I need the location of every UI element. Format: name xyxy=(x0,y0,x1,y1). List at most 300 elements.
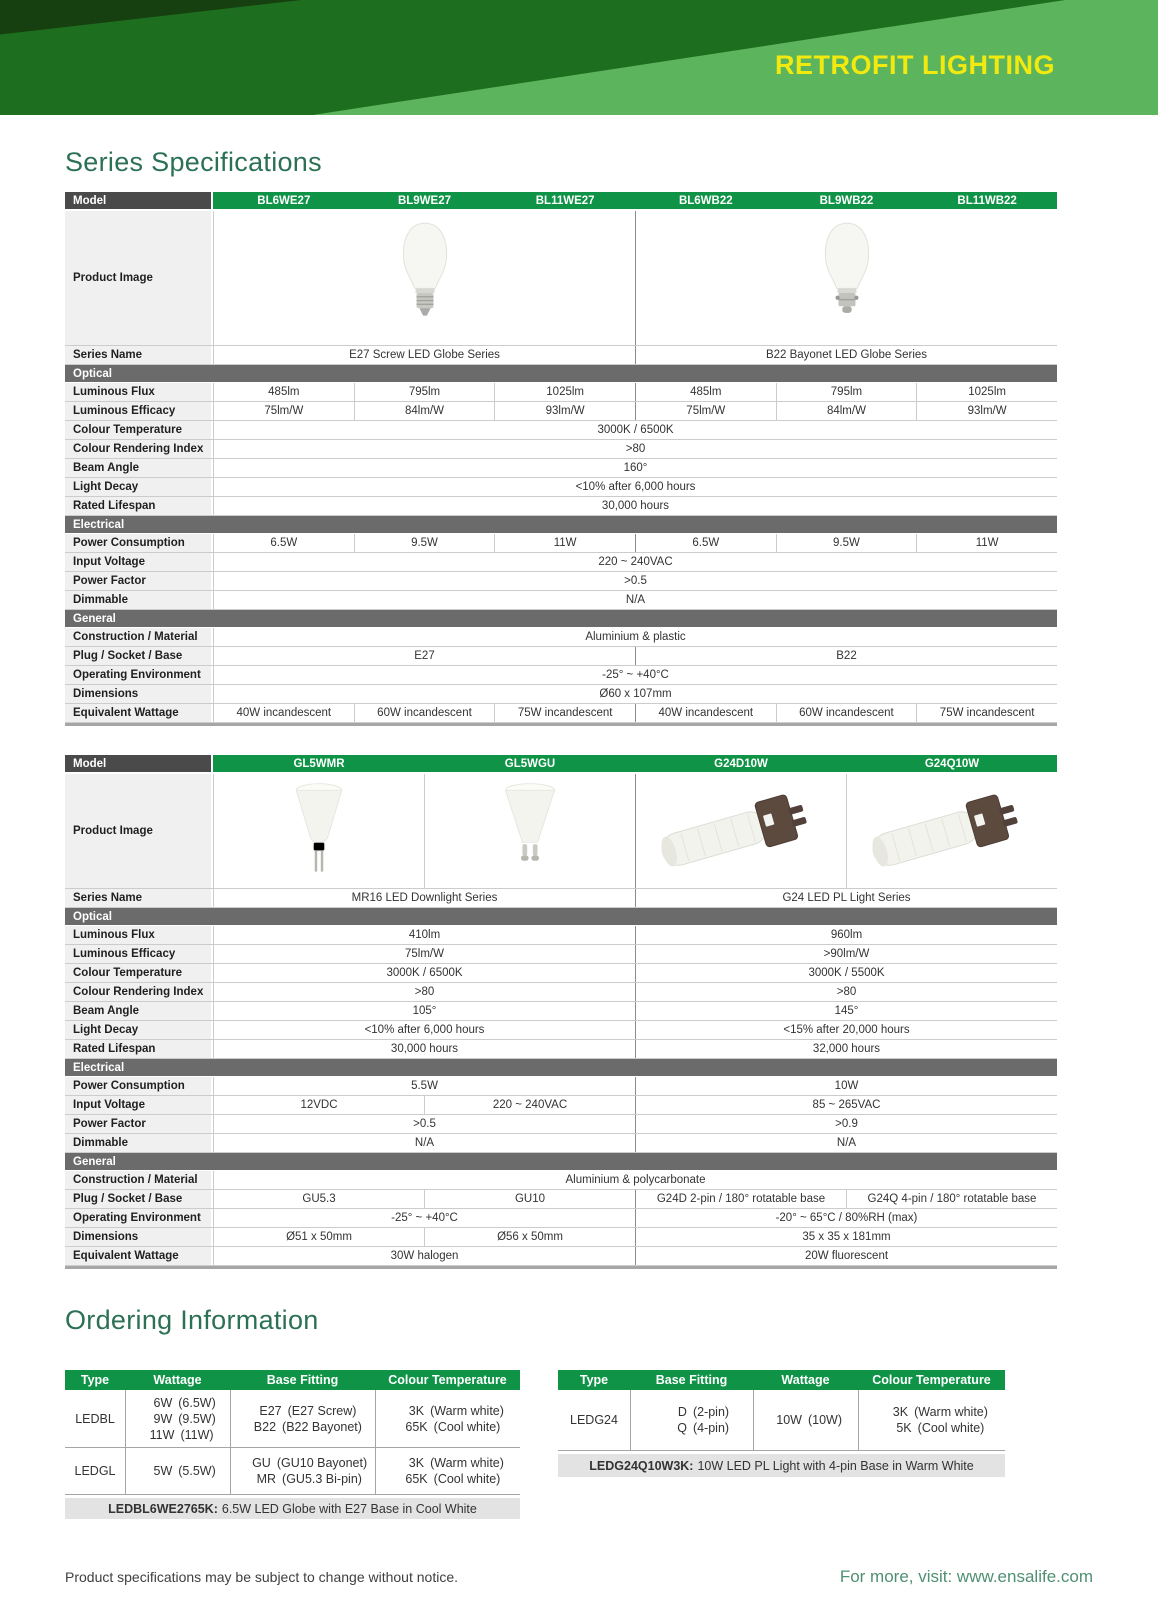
spec-value: 3000K / 5500K xyxy=(635,964,1057,982)
spec-row-label: Input Voltage xyxy=(65,1096,213,1114)
spec-row-label: Power Factor xyxy=(65,572,213,590)
spec-value: >80 xyxy=(213,440,1057,458)
option-code: 11W xyxy=(149,1427,175,1442)
g24q-pl-lamp-image-cell xyxy=(846,774,1057,888)
spec-row-label: Rated Lifespan xyxy=(65,1040,213,1058)
b22-bayonet-bulb-image xyxy=(814,216,880,341)
ordering-option-line xyxy=(770,1412,842,1428)
spec-row-label: Power Consumption xyxy=(65,1077,213,1095)
series-name-row xyxy=(65,889,1057,908)
spec-value: >80 xyxy=(213,983,635,1001)
spec-value: 60W incandescent xyxy=(776,704,917,722)
mr16-bulb-image xyxy=(284,778,354,885)
ordering-option-line xyxy=(244,1471,362,1487)
model-name: BL9WB22 xyxy=(776,192,917,209)
ordering-option-line xyxy=(392,1403,504,1419)
spec-row xyxy=(65,983,1057,1002)
row-cells xyxy=(213,1077,1057,1095)
row-cells xyxy=(213,964,1057,982)
spec-value: <15% after 20,000 hours xyxy=(635,1021,1057,1039)
spec-value: 220 ~ 240VAC xyxy=(213,553,1057,571)
spec-row-label: Luminous Efficacy xyxy=(65,945,213,963)
ordering-type-cell: LEDGL xyxy=(74,1464,116,1478)
spec-value: 220 ~ 240VAC xyxy=(424,1096,635,1114)
series-name-label: Series Name xyxy=(65,346,213,364)
spec-row xyxy=(65,1115,1057,1134)
option-description: (Cool white) xyxy=(433,1472,501,1486)
spec-row xyxy=(65,1171,1057,1190)
page-content xyxy=(0,147,1158,1587)
footer-visit-link: For more, visit: www.ensalife.com xyxy=(839,1567,1093,1586)
ordering-table-1 xyxy=(65,1370,520,1519)
spec-value: GU5.3 xyxy=(213,1190,424,1208)
ordering-option-line xyxy=(250,1403,357,1419)
spec-tables-container xyxy=(65,192,1158,1269)
option-code: 3K xyxy=(408,1403,425,1418)
spec-row xyxy=(65,1040,1057,1059)
ordering-option-cell xyxy=(230,1390,375,1447)
option-code: B22 xyxy=(253,1419,277,1434)
spec-row xyxy=(65,1002,1057,1021)
option-description: (GU5.3 Bi-pin) xyxy=(282,1472,362,1486)
spec-row-label: Power Factor xyxy=(65,1115,213,1133)
row-cells xyxy=(213,983,1057,1001)
footer-disclaimer: Product specifications may be subject to change without notice. xyxy=(65,1569,458,1585)
spec-value: >0.9 xyxy=(635,1115,1057,1133)
section-title-ordering: Ordering Information xyxy=(65,1305,319,1335)
option-code: 3K xyxy=(408,1456,425,1470)
option-description: (E27 Screw) xyxy=(287,1403,357,1418)
ordering-header-row xyxy=(65,1370,520,1390)
spec-value: 1025lm xyxy=(494,383,635,401)
row-cells xyxy=(213,346,1057,364)
option-description: (Cool white) xyxy=(917,1421,985,1435)
spec-value: 795lm xyxy=(354,383,495,401)
product-image-label: Product Image xyxy=(65,774,213,888)
ordering-option-line xyxy=(876,1404,988,1420)
ordering-option-line xyxy=(655,1420,729,1436)
spec-row-label: Dimensions xyxy=(65,685,213,703)
model-header-row xyxy=(65,192,1057,211)
banner xyxy=(0,0,1158,115)
spec-row-label: Rated Lifespan xyxy=(65,497,213,515)
ordering-option-line xyxy=(142,1427,213,1443)
spec-row xyxy=(65,497,1057,516)
g24q-pl-lamp-image xyxy=(859,780,1045,883)
spec-value: 795lm xyxy=(776,383,917,401)
spec-row-label: Colour Temperature xyxy=(65,421,213,439)
product-image-label: Product Image xyxy=(65,211,213,345)
section-band-electrical: Electrical xyxy=(65,516,1057,534)
spec-row xyxy=(65,383,1057,402)
ordering-row-ledgl xyxy=(65,1447,520,1494)
row-cells xyxy=(213,591,1057,609)
spec-value: 75lm/W xyxy=(635,402,776,420)
spec-row xyxy=(65,1096,1057,1115)
example-code: LEDG24Q10W3K: xyxy=(589,1458,694,1473)
spec-value: 84lm/W xyxy=(354,402,495,420)
spec-row-label: Luminous Efficacy xyxy=(65,402,213,420)
row-cells xyxy=(213,478,1057,496)
option-description: (B22 Bayonet) xyxy=(282,1419,362,1434)
spec-value: 9.5W xyxy=(776,534,917,552)
section-band-optical: Optical xyxy=(65,365,1057,383)
ordering-option-cell xyxy=(858,1390,1005,1450)
gu10-bulb-image xyxy=(495,778,565,885)
ordering-type-cell: LEDBL xyxy=(75,1411,115,1426)
spec-row-label: Equivalent Wattage xyxy=(65,704,213,722)
spec-value: 410lm xyxy=(213,926,635,944)
gu10-bulb-image-cell xyxy=(424,774,635,888)
ordering-option-line xyxy=(392,1455,504,1471)
row-cells xyxy=(213,774,1057,888)
spec-value: >0.5 xyxy=(213,1115,635,1133)
spec-value: 85 ~ 265VAC xyxy=(635,1096,1057,1114)
ordering-body xyxy=(65,1390,520,1495)
series-name-value: MR16 LED Downlight Series xyxy=(213,889,635,907)
ordering-option-cell xyxy=(230,1448,375,1494)
spec-value: Ø51 x 50mm xyxy=(213,1228,424,1246)
row-cells xyxy=(213,1190,1057,1208)
spec-row xyxy=(65,1077,1057,1096)
spec-value: Ø56 x 50mm xyxy=(424,1228,635,1246)
spec-value: N/A xyxy=(213,591,1057,609)
section-title-specifications: Series Specifications xyxy=(65,147,322,177)
option-description: (Warm white) xyxy=(430,1403,504,1418)
ordering-option-line xyxy=(239,1455,367,1471)
spec-row-label: Colour Rendering Index xyxy=(65,983,213,1001)
spec-row-label: Luminous Flux xyxy=(65,926,213,944)
example-description: 10W LED PL Light with 4-pin Base in Warm White xyxy=(697,1458,974,1473)
option-description: (10W) xyxy=(807,1413,843,1427)
row-cells xyxy=(213,211,1057,345)
row-cells xyxy=(213,666,1057,684)
spec-value: 12VDC xyxy=(213,1096,424,1114)
section-band-general: General xyxy=(65,610,1057,628)
row-cells xyxy=(213,383,1057,401)
model-name: GL5WMR xyxy=(213,755,424,772)
row-cells xyxy=(213,402,1057,420)
row-cells xyxy=(213,1002,1057,1020)
ordering-option-line xyxy=(396,1471,501,1487)
option-code: MR xyxy=(256,1472,277,1486)
model-name: BL9WE27 xyxy=(354,192,495,209)
ordering-example-note xyxy=(65,1498,520,1519)
model-name: G24D10W xyxy=(635,755,846,772)
row-cells xyxy=(213,497,1057,515)
option-description: (Warm white) xyxy=(430,1456,504,1470)
ordering-header-colour-temperature: Colour Temperature xyxy=(388,1373,507,1387)
spec-row xyxy=(65,647,1057,666)
spec-value: 10W xyxy=(635,1077,1057,1095)
spec-value: 30,000 hours xyxy=(213,1040,635,1058)
series-name-value: E27 Screw LED Globe Series xyxy=(213,346,635,364)
option-code: 9W xyxy=(153,1411,173,1426)
spec-row-label: Operating Environment xyxy=(65,1209,213,1227)
spec-row xyxy=(65,964,1057,983)
spec-row xyxy=(65,553,1057,572)
option-code: Q xyxy=(677,1421,687,1435)
spec-value: 60W incandescent xyxy=(354,704,495,722)
ordering-body xyxy=(558,1390,1005,1451)
option-code: 65K xyxy=(405,1472,428,1486)
row-cells xyxy=(213,1171,1057,1189)
option-description: (11W) xyxy=(180,1427,214,1442)
spec-row-label: Dimmable xyxy=(65,1134,213,1152)
spec-table-1 xyxy=(65,192,1057,726)
spec-value: G24Q 4-pin / 180° rotatable base xyxy=(846,1190,1057,1208)
model-header-label: Model xyxy=(65,192,213,209)
spec-value: 30W halogen xyxy=(213,1247,635,1265)
ordering-option-cell xyxy=(125,1390,230,1447)
g24d-pl-lamp-image xyxy=(648,780,834,883)
series-name-value: G24 LED PL Light Series xyxy=(635,889,1057,907)
option-code: 65K xyxy=(405,1419,428,1434)
ordering-row-ledg24 xyxy=(558,1390,1005,1450)
row-cells xyxy=(213,755,1057,772)
spec-row-label: Colour Rendering Index xyxy=(65,440,213,458)
mr16-bulb-image-cell xyxy=(213,774,424,888)
spec-value: >80 xyxy=(635,983,1057,1001)
spec-value: 75W incandescent xyxy=(916,704,1057,722)
spec-row xyxy=(65,402,1057,421)
spec-value: Aluminium & plastic xyxy=(213,628,1057,646)
e27-screw-bulb-image xyxy=(392,216,458,341)
spec-value: 40W incandescent xyxy=(213,704,354,722)
ordering-tables-container xyxy=(65,1370,1158,1519)
option-description: (6.5W) xyxy=(178,1395,216,1410)
spec-row xyxy=(65,572,1057,591)
spec-row-label: Input Voltage xyxy=(65,553,213,571)
option-code: 10W xyxy=(776,1413,802,1427)
option-code: 5K xyxy=(896,1421,912,1435)
ordering-type-cell: LEDG24 xyxy=(570,1413,618,1427)
ordering-option-cell xyxy=(375,1390,520,1447)
series-name-value: B22 Bayonet LED Globe Series xyxy=(635,346,1057,364)
option-description: (2-pin) xyxy=(692,1405,730,1419)
ordering-header-base-fitting: Base Fitting xyxy=(655,1373,728,1387)
spec-row xyxy=(65,478,1057,497)
spec-row xyxy=(65,459,1057,478)
spec-row xyxy=(65,1021,1057,1040)
spec-value: 145° xyxy=(635,1002,1057,1020)
banner-title: RETROFIT LIGHTING xyxy=(775,50,1055,80)
spec-row xyxy=(65,421,1057,440)
spec-value: Ø60 x 107mm xyxy=(213,685,1057,703)
series-name-row xyxy=(65,346,1057,365)
spec-value: <10% after 6,000 hours xyxy=(213,478,1057,496)
row-cells xyxy=(213,192,1057,209)
row-cells xyxy=(213,889,1057,907)
row-cells xyxy=(213,1096,1057,1114)
option-code: 6W xyxy=(153,1395,173,1410)
ordering-option-line xyxy=(140,1411,216,1427)
spec-row xyxy=(65,591,1057,610)
ordering-header-type: Type xyxy=(579,1373,609,1387)
spec-value: 485lm xyxy=(213,383,354,401)
row-cells xyxy=(213,459,1057,477)
row-cells xyxy=(213,572,1057,590)
row-cells xyxy=(213,1209,1057,1227)
ordering-header-colour-temperature: Colour Temperature xyxy=(872,1373,991,1387)
spec-value: N/A xyxy=(635,1134,1057,1152)
spec-value: 9.5W xyxy=(354,534,495,552)
spec-row xyxy=(65,1209,1057,1228)
ordering-option-cell xyxy=(630,1390,753,1450)
ordering-header-wattage: Wattage xyxy=(781,1373,830,1387)
spec-row-label: Dimmable xyxy=(65,591,213,609)
option-description: (GU10 Bayonet) xyxy=(276,1456,368,1470)
spec-row xyxy=(65,945,1057,964)
spec-value: 11W xyxy=(916,534,1057,552)
ordering-example-note xyxy=(558,1454,1005,1477)
ordering-table-2 xyxy=(558,1370,1005,1477)
spec-value: 84lm/W xyxy=(776,402,917,420)
ordering-option-cell xyxy=(375,1448,520,1494)
model-name: GL5WGU xyxy=(424,755,635,772)
spec-row-label: Operating Environment xyxy=(65,666,213,684)
ordering-row-ledbl xyxy=(65,1390,520,1447)
spec-row-label: Dimensions xyxy=(65,1228,213,1246)
row-cells xyxy=(213,534,1057,552)
model-header-row xyxy=(65,755,1057,774)
row-cells xyxy=(213,1115,1057,1133)
spec-value: N/A xyxy=(213,1134,635,1152)
spec-value: -20° ~ 65°C / 80%RH (max) xyxy=(635,1209,1057,1227)
spec-value: -25° ~ +40°C xyxy=(213,1209,635,1227)
row-cells xyxy=(213,704,1057,722)
option-description: (5.5W) xyxy=(178,1464,216,1478)
model-name: BL6WB22 xyxy=(635,192,776,209)
row-cells xyxy=(213,926,1057,944)
row-cells xyxy=(213,1228,1057,1246)
ordering-option-line xyxy=(396,1419,501,1435)
ordering-option-cell xyxy=(125,1448,230,1494)
spec-value: G24D 2-pin / 180° rotatable base xyxy=(635,1190,846,1208)
spec-row xyxy=(65,1190,1057,1209)
spec-value: E27 xyxy=(213,647,635,665)
option-code: E27 xyxy=(259,1403,282,1418)
row-cells xyxy=(213,421,1057,439)
spec-row-label: Light Decay xyxy=(65,478,213,496)
ordering-option-line xyxy=(140,1395,216,1411)
spec-value: 6.5W xyxy=(213,534,354,552)
option-description: (9.5W) xyxy=(178,1411,216,1426)
product-image-row xyxy=(65,211,1057,346)
spec-value: 75lm/W xyxy=(213,945,635,963)
row-cells xyxy=(213,1021,1057,1039)
option-code: D xyxy=(677,1405,687,1419)
ordering-option-line xyxy=(244,1419,362,1435)
option-description: (4-pin) xyxy=(692,1421,730,1435)
e27-screw-bulb-image-cell xyxy=(213,211,635,345)
row-cells xyxy=(213,945,1057,963)
row-cells xyxy=(213,1247,1057,1265)
section-band-general: General xyxy=(65,1153,1057,1171)
ordering-header-type: Type xyxy=(80,1373,110,1387)
spec-row xyxy=(65,685,1057,704)
ordering-option-line xyxy=(880,1420,985,1436)
spec-value: B22 xyxy=(635,647,1057,665)
spec-value: 105° xyxy=(213,1002,635,1020)
g24d-pl-lamp-image-cell xyxy=(635,774,846,888)
spec-value: 30,000 hours xyxy=(213,497,1057,515)
spec-value: 485lm xyxy=(635,383,776,401)
spec-row-label: Beam Angle xyxy=(65,459,213,477)
spec-row xyxy=(65,1247,1057,1266)
model-header-label: Model xyxy=(65,755,213,772)
spec-row xyxy=(65,666,1057,685)
ordering-option-line xyxy=(655,1404,729,1420)
spec-value: 960lm xyxy=(635,926,1057,944)
spec-value: 1025lm xyxy=(916,383,1057,401)
option-code: 5W xyxy=(153,1464,173,1478)
spec-row xyxy=(65,1134,1057,1153)
model-name: BL6WE27 xyxy=(213,192,354,209)
spec-row-label: Power Consumption xyxy=(65,534,213,552)
option-description: (Warm white) xyxy=(914,1405,988,1419)
spec-row-label: Colour Temperature xyxy=(65,964,213,982)
spec-row-label: Luminous Flux xyxy=(65,383,213,401)
row-cells xyxy=(213,553,1057,571)
option-code: 3K xyxy=(892,1405,909,1419)
spec-row-label: Construction / Material xyxy=(65,628,213,646)
spec-row-label: Beam Angle xyxy=(65,1002,213,1020)
product-image-row xyxy=(65,774,1057,889)
spec-value: <10% after 6,000 hours xyxy=(213,1021,635,1039)
spec-value: 93lm/W xyxy=(916,402,1057,420)
spec-value: 20W fluorescent xyxy=(635,1247,1057,1265)
model-name: BL11WB22 xyxy=(916,192,1057,209)
spec-value: 6.5W xyxy=(635,534,776,552)
row-cells xyxy=(213,1040,1057,1058)
spec-row-label: Light Decay xyxy=(65,1021,213,1039)
series-name-label: Series Name xyxy=(65,889,213,907)
spec-row xyxy=(65,628,1057,647)
spec-value: >0.5 xyxy=(213,572,1057,590)
spec-value: 3000K / 6500K xyxy=(213,421,1057,439)
row-cells xyxy=(213,685,1057,703)
spec-value: 11W xyxy=(494,534,635,552)
model-name: G24Q10W xyxy=(846,755,1057,772)
spec-row xyxy=(65,440,1057,459)
spec-row-label: Plug / Socket / Base xyxy=(65,1190,213,1208)
section-band-optical: Optical xyxy=(65,908,1057,926)
spec-value: 3000K / 6500K xyxy=(213,964,635,982)
option-description: (Cool white) xyxy=(433,1419,501,1434)
section-band-electrical: Electrical xyxy=(65,1059,1057,1077)
spec-value: Aluminium & polycarbonate xyxy=(213,1171,1057,1189)
spec-value: 5.5W xyxy=(213,1077,635,1095)
row-cells xyxy=(213,1134,1057,1152)
spec-value: -25° ~ +40°C xyxy=(213,666,1057,684)
spec-value: 75W incandescent xyxy=(494,704,635,722)
row-cells xyxy=(213,440,1057,458)
spec-value: 160° xyxy=(213,459,1057,477)
b22-bayonet-bulb-image-cell xyxy=(635,211,1057,345)
example-code: LEDBL6WE2765K: xyxy=(108,1501,218,1516)
spec-value: >90lm/W xyxy=(635,945,1057,963)
example-description: 6.5W LED Globe with E27 Base in Cool White xyxy=(221,1501,477,1516)
model-name: BL11WE27 xyxy=(494,192,635,209)
ordering-header-row xyxy=(558,1370,1005,1390)
spec-value: 93lm/W xyxy=(494,402,635,420)
row-cells xyxy=(213,628,1057,646)
option-code: GU xyxy=(252,1456,271,1470)
spec-row xyxy=(65,534,1057,553)
spec-row-label: Construction / Material xyxy=(65,1171,213,1189)
ordering-header-base-fitting: Base Fitting xyxy=(266,1373,339,1387)
